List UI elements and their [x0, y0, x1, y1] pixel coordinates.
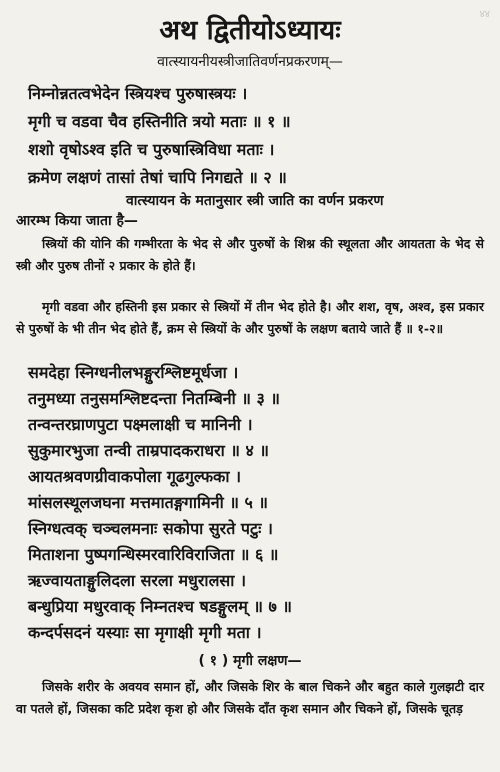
- section-heading: वात्स्यायन के मतानुसार स्त्री जाति का वर्णन प्रकरण: [126, 193, 384, 209]
- verse-line: तन्वन्तरघ्राणपुटा पक्ष्मलाक्षी च मानिनी ।: [28, 415, 253, 434]
- verse-line: तनुमध्या तनुसमश्लिष्टदन्ता नितम्बिनी ॥ ३ ॥: [28, 389, 280, 408]
- verse-line: शशो वृषोऽश्व इति च पुरुषास्त्रिविधा मताः ।: [28, 140, 275, 159]
- section-heading-cont: आरम्भ किया जाता है—: [16, 213, 138, 229]
- verse-line: आयतश्रवणग्रीवाकपोला गूढगुल्फका ।: [28, 467, 242, 486]
- verse-line: कन्दर्पसदनं यस्याः सा मृगाक्षी मृगी मता ।: [28, 623, 262, 642]
- verse-line: सुकुमारभुजा तन्वी ताम्रपादकराधरा ॥ ४ ॥: [28, 441, 269, 460]
- verse-line: मिताशना पुष्पगन्धिस्मरवारिविराजिता ॥ ६ ॥: [28, 545, 279, 564]
- verse-line: स्निग्धत्वक् चञ्चलमनाः सकोपा सुरते पटुः ।: [28, 519, 273, 538]
- verse-line: मृगी च वडवा चैव हस्तिनीति त्रयो मताः ॥ १ ॥: [28, 112, 291, 131]
- paragraph: स्त्रियों की योनि की गम्भीरता के भेद से और पुरुषों के शिश्न की स्थूलता और आयतता के भेद से स्त्री और पुरुष तीनों २ प्रकार के होते हैं।: [16, 236, 484, 273]
- verse-line: बन्धुप्रिया मधुरवाक् निम्नतश्च षडङ्गुलम् ॥ ७ ॥: [28, 597, 292, 616]
- verse-line: ऋज्वायताङ्गुलिदला सरला मधुरालसा ।: [28, 571, 247, 590]
- paragraph: मृगी वडवा और हस्तिनी इस प्रकार से स्त्रियों में तीन भेद होते है। और शश, वृष, अश्व, इस प्रकार से पुरुषों के भी तीन भेद होते हैं, क्रम से स्त्रियों के और पुरुषों के लक्षण बताये जाते हैं ॥ १-२॥: [16, 299, 484, 336]
- paragraph: जिसके शरीर के अवयव समान हों, और जिसके शिर के बाल चिकने और बहुत काले गुलझटी दार वा पतले हों, जिसका कटि प्रदेश कृश हो और जिसके दाँत कृश समान और चिकने हों, जिसके चूतड़: [16, 679, 484, 716]
- ghost-page-number: ४४: [479, 9, 490, 20]
- chapter-title: अथ द्वितीयोऽध्यायः: [159, 15, 341, 46]
- verse-line: मांसलस्थूलजघना मत्तमातङ्गगामिनी ॥ ५ ॥: [28, 493, 268, 512]
- subsection-heading: ( १ ) मृगी लक्षण—: [198, 653, 302, 669]
- verse-line: निम्नोन्नतत्वभेदेन स्त्रियश्च पुरुषास्त्रयः ।: [28, 84, 248, 103]
- verse-line: क्रमेण लक्षणं तासां तेषां चापि निगद्यते ॥ २ ॥: [28, 168, 287, 187]
- verse-line: समदेहा स्निग्धनीलभङ्गुरश्लिष्टमूर्धजा ।: [28, 363, 239, 382]
- chapter-subtitle: वात्स्यायनीयस्त्रीजातिवर्णनप्रकरणम्—: [157, 54, 343, 70]
